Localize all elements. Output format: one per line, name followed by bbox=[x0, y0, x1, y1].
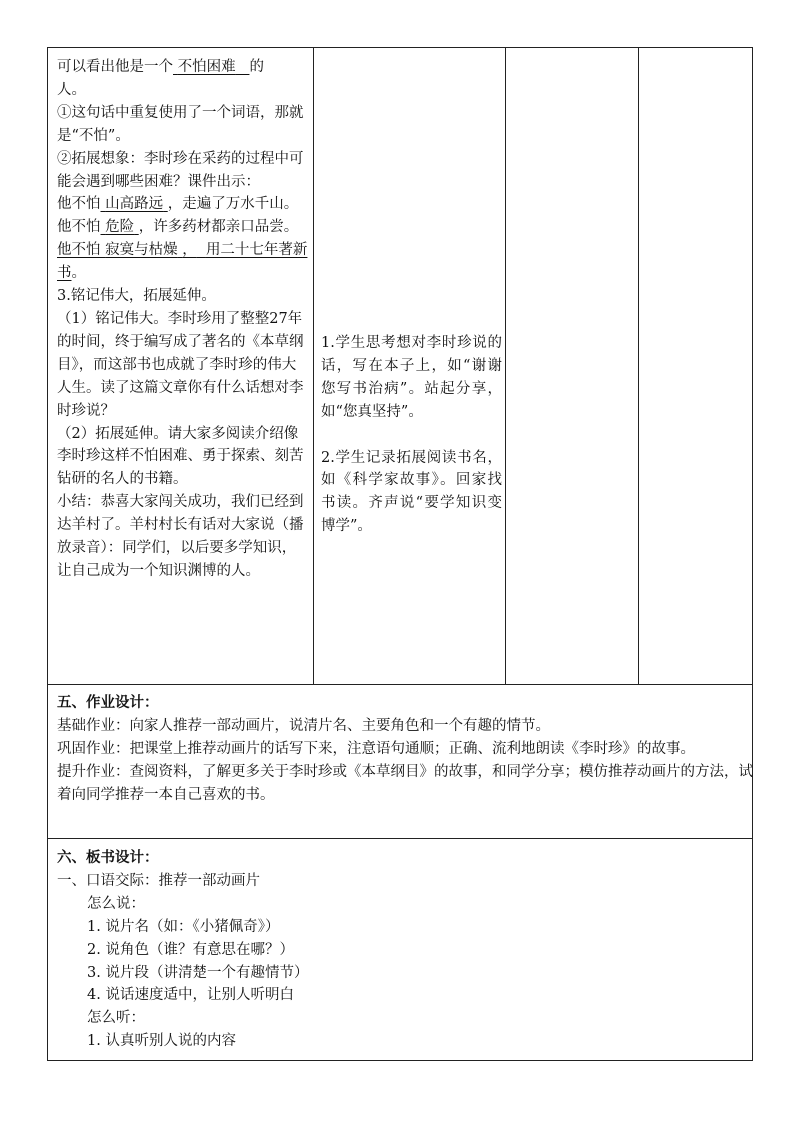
activity-spacer bbox=[321, 424, 502, 447]
fill-sentence-3: 他不怕 寂寞与枯燥 ， 用二十七年著新书。 bbox=[57, 242, 308, 282]
board-how-say: 怎么说： bbox=[87, 895, 145, 912]
summary-paragraph: 小结：恭喜大家闯关成功，我们已经到达羊村了。羊村村长有话对大家说（播放录音）：同学们，以后要多学知识，让自己成为一个知识渊博的人。 bbox=[57, 494, 304, 579]
table-bottom-border bbox=[47, 1060, 753, 1061]
homework-section bbox=[57, 692, 757, 807]
board-say-2: 2. 说角色（谁？有意思在哪？） bbox=[87, 941, 294, 958]
homework-title: 五、作业设计： bbox=[57, 694, 159, 711]
step-3-heading: 3.铭记伟大，拓展延伸。 bbox=[57, 288, 216, 305]
board-design-section bbox=[57, 847, 757, 1053]
step-3-1: （1）铭记伟大。李时珍用了整整27年的时间，终于编写成了著名的《本草纲目》，而这部书也成就了李时珍的伟大人生。读了这篇文章你有什么话想对李时珍说？ bbox=[57, 310, 304, 419]
activity-2: 2.学生记录拓展阅读书名，如《科学家故事》。回家找书读。齐声说“要学知识变博学”。 bbox=[321, 449, 502, 535]
board-say-3: 3. 说片段（讲清楚一个有趣情节） bbox=[87, 964, 309, 981]
col-divider-2 bbox=[505, 47, 506, 684]
row-divider-1 bbox=[47, 684, 753, 685]
table-top-border bbox=[47, 47, 753, 48]
board-topic: 一、口语交际：推荐一部动画片 bbox=[57, 872, 260, 889]
fill-blank: 山高路远 bbox=[105, 196, 164, 213]
homework-basic: 基础作业：向家人推荐一部动画片，说清片名、主要角色和一个有趣的情节。 bbox=[57, 717, 550, 734]
fill-blank: 不怕困难 bbox=[177, 59, 236, 75]
activity-1: 1.学生思考想对李时珍说的话，写在本子上，如“谢谢您写书治病”。站起分享，如“您真坚持”。 bbox=[321, 335, 502, 420]
board-listen-1: 1. 认真听别人说的内容 bbox=[87, 1033, 236, 1050]
fill-sentence-2: 他不怕 危险 ，许多药材都亲口品尝。 bbox=[57, 219, 299, 236]
row-divider-2 bbox=[47, 838, 753, 839]
col-divider-1 bbox=[313, 47, 314, 684]
conclusion-line-end: 人。 bbox=[57, 81, 86, 98]
conclusion-line: 可以看出他是一个 不怕困难 的 bbox=[57, 59, 264, 75]
board-title: 六、板书设计： bbox=[57, 849, 159, 866]
board-say-1: 1. 说片名（如：《小猪佩奇》） bbox=[87, 918, 280, 935]
fill-sentence-1: 他不怕 山高路远 ，走遍了万水千山。 bbox=[57, 196, 299, 213]
col-divider-3 bbox=[638, 47, 639, 684]
student-activity-cell bbox=[321, 332, 502, 538]
homework-advanced: 提升作业：查阅资料，了解更多关于李时珍或《本草纲目》的故事，和同学分享；模仿推荐动画片的方法，试着向同学推荐一本自己喜欢的书。 bbox=[57, 763, 753, 803]
board-say-4: 4. 说话速度适中，让别人听明白 bbox=[87, 987, 294, 1004]
repeat-word-note: ①这句话中重复使用了一个词语，那就是“不怕”。 bbox=[57, 104, 304, 144]
homework-consolidate: 巩固作业：把课堂上推荐动画片的话写下来，注意语句通顺；正确、流利地朗读《李时珍》的故事。 bbox=[57, 740, 695, 757]
table-left-border bbox=[47, 47, 48, 1061]
imagine-prompt: ②拓展想象：李时珍在采药的过程中可能会遇到哪些困难？课件出示： bbox=[57, 150, 304, 190]
step-3-2: （2）拓展延伸。请大家多阅读介绍像李时珍这样不怕困难、勇于探索、刻苦钻研的名人的书籍。 bbox=[57, 425, 304, 488]
board-how-listen: 怎么听： bbox=[87, 1010, 145, 1027]
fill-blank: 危险 bbox=[105, 219, 135, 236]
teaching-process-cell bbox=[57, 56, 309, 583]
